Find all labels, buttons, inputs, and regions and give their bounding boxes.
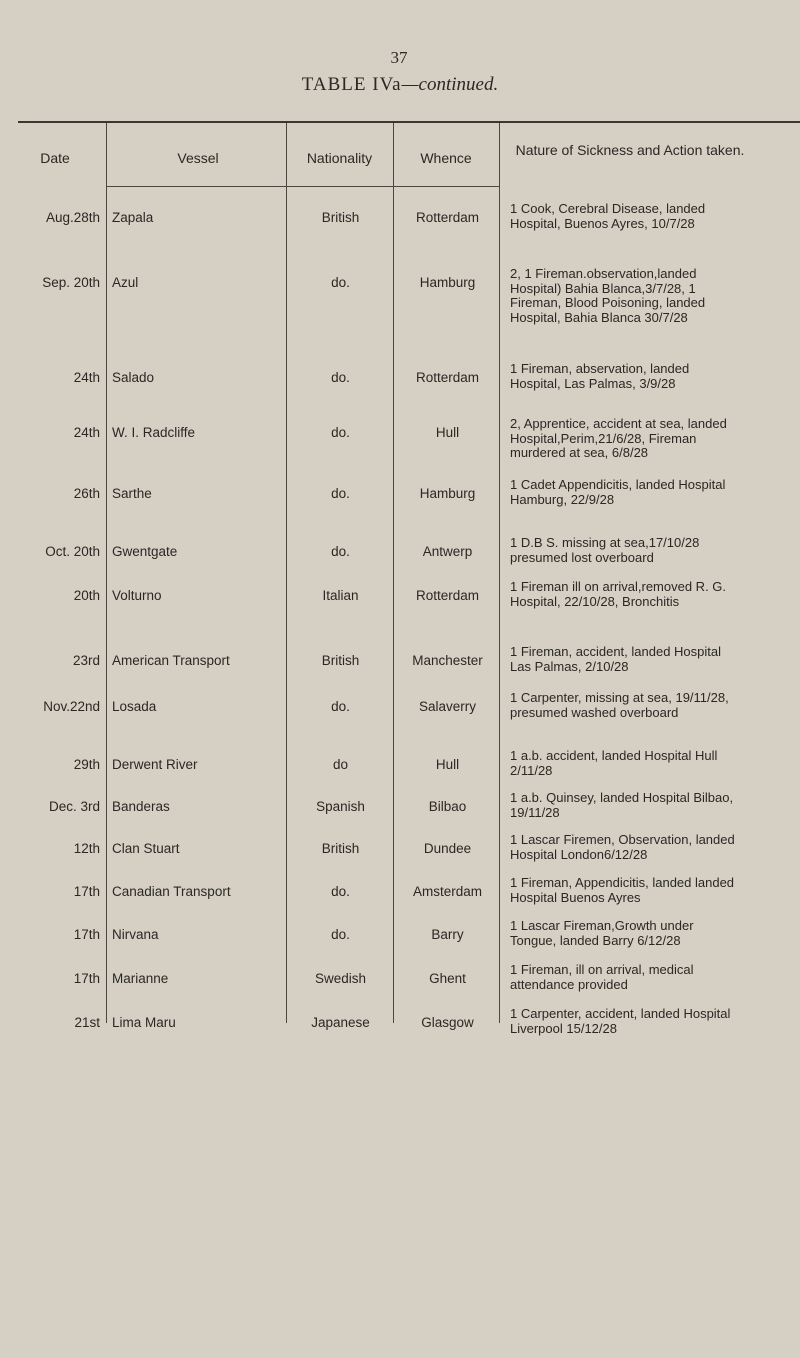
row-nationality: do.: [331, 486, 350, 501]
table-title-main: TABLE IVa: [301, 74, 402, 95]
row-date: Nov.22nd: [43, 699, 100, 714]
row-whence: Amsterdam: [412, 884, 483, 899]
page-number: 37: [390, 48, 408, 67]
row-date: 26th: [73, 486, 100, 501]
row-vessel: Gwentgate: [112, 544, 178, 559]
row-date: 24th: [73, 370, 100, 385]
row-date: Sep. 20th: [42, 275, 100, 290]
row-date: 17th: [73, 971, 100, 986]
row-nature: 2, Apprentice, accident at sea, landed Hospital,Perim,21/6/28, Fireman murdered at sea, 6/8/28: [510, 416, 727, 460]
row-nationality: do.: [331, 275, 350, 290]
row-nature: 1 a.b. accident, landed Hospital Hull 2/11/28: [510, 748, 718, 778]
row-date: 24th: [73, 425, 100, 440]
row-date: 29th: [73, 757, 100, 772]
row-whence: Rotterdam: [415, 588, 480, 603]
row-vessel: American Transport: [112, 653, 230, 668]
row-nature: 1 Fireman, ill on arrival, medical attendance provided: [510, 962, 694, 992]
row-nationality: do.: [331, 425, 350, 440]
table-title-continued: —continued.: [401, 74, 499, 95]
row-whence: Barry: [431, 927, 464, 942]
row-nationality: British: [321, 653, 360, 668]
row-nationality: Italian: [322, 588, 359, 603]
row-whence: Hull: [435, 425, 460, 440]
row-whence: Dundee: [423, 841, 472, 856]
row-vessel: Lima Maru: [112, 1015, 176, 1030]
row-whence: Hull: [435, 757, 460, 772]
column-divider: [393, 123, 394, 1023]
row-nature: 1 Fireman, accident, landed Hospital Las Palmas, 2/10/28: [510, 644, 722, 674]
row-vessel: Zapala: [112, 210, 154, 225]
row-vessel: Banderas: [112, 799, 170, 814]
row-vessel: Salado: [112, 370, 155, 385]
row-nationality: Japanese: [311, 1015, 370, 1030]
row-whence: Antwerp: [422, 544, 473, 559]
row-nationality: do.: [331, 370, 350, 385]
row-vessel: Canadian Transport: [112, 884, 231, 899]
row-whence: Hamburg: [419, 486, 476, 501]
row-nationality: British: [321, 210, 360, 225]
row-nature: 1 a.b. Quinsey, landed Hospital Bilbao, 19/11/28: [510, 790, 734, 820]
header-whence: Whence: [420, 150, 472, 166]
column-divider: [286, 123, 287, 1023]
column-divider: [106, 123, 107, 1023]
row-nature: 1 Cook, Cerebral Disease, landed Hospital, Buenos Ayres, 10/7/28: [510, 201, 706, 231]
row-whence: Rotterdam: [415, 370, 480, 385]
row-nature: 1 Lascar Firemen, Observation, landed Hospital London6/12/28: [510, 832, 735, 862]
row-whence: Manchester: [412, 653, 483, 668]
row-date: 17th: [73, 884, 100, 899]
table-title: [0, 74, 800, 96]
row-vessel: Sarthe: [112, 486, 152, 501]
header-vessel: Vessel: [177, 150, 219, 166]
row-nationality: Swedish: [314, 971, 367, 986]
row-nationality: Spanish: [316, 799, 365, 814]
header-nature: Nature of Sickness and Action taken.: [515, 142, 745, 158]
header-nationality: Nationality: [306, 150, 373, 166]
row-date: Aug.28th: [45, 210, 100, 225]
header-date: Date: [40, 150, 70, 166]
row-vessel: Clan Stuart: [112, 841, 180, 856]
row-nationality: British: [321, 841, 360, 856]
row-nature: 1 Fireman ill on arrival,removed R. G. Hospital, 22/10/28, Bronchitis: [510, 579, 727, 609]
row-nationality: do.: [331, 884, 350, 899]
row-vessel: Nirvana: [112, 927, 159, 942]
row-vessel: Marianne: [112, 971, 169, 986]
header-rule: [286, 186, 393, 187]
row-nationality: do: [332, 757, 349, 772]
row-date: 21st: [74, 1015, 100, 1030]
row-vessel: Losada: [112, 699, 157, 714]
row-nationality: do.: [331, 927, 350, 942]
row-nature: 1 Cadet Appendicitis, landed Hospital Hamburg, 22/9/28: [510, 477, 726, 507]
row-whence: Hamburg: [419, 275, 476, 290]
row-nationality: do.: [331, 544, 350, 559]
row-nature: 2, 1 Fireman.observation,landed Hospital) Bahia Blanca,3/7/28, 1 Fireman, Blood Poisoning, landed Hospital, Bahia Blanca 30/7/28: [510, 266, 706, 325]
row-date: 20th: [73, 588, 100, 603]
row-whence: Ghent: [429, 971, 466, 986]
row-nature: 1 Fireman, Appendicitis, landed landed Hospital Buenos Ayres: [510, 875, 735, 905]
row-vessel: W. I. Radcliffe: [112, 425, 196, 440]
row-vessel: Azul: [112, 275, 139, 290]
row-date: Dec. 3rd: [48, 799, 100, 814]
row-nature: 1 Carpenter, accident, landed Hospital Liverpool 15/12/28: [510, 1006, 731, 1036]
row-vessel: Derwent River: [112, 757, 198, 772]
header-rule: [106, 186, 286, 187]
row-nature: 1 Carpenter, missing at sea, 19/11/28, presumed washed overboard: [510, 690, 729, 720]
header-rule: [393, 186, 499, 187]
row-date: Oct. 20th: [45, 544, 100, 559]
row-date: 17th: [73, 927, 100, 942]
row-nationality: do.: [331, 699, 350, 714]
row-nature: 1 Fireman, abservation, landed Hospital, Las Palmas, 3/9/28: [510, 361, 690, 391]
row-whence: Glasgow: [421, 1015, 474, 1030]
row-vessel: Volturno: [112, 588, 162, 603]
row-nature: 1 D.B S. missing at sea,17/10/28 presumed lost overboard: [510, 535, 700, 565]
row-whence: Salaverry: [418, 699, 477, 714]
row-date: 12th: [73, 841, 100, 856]
row-whence: Rotterdam: [415, 210, 480, 225]
row-date: 23rd: [72, 653, 100, 668]
table-top-rule: [18, 121, 800, 123]
row-nature: 1 Lascar Fireman,Growth under Tongue, landed Barry 6/12/28: [510, 918, 694, 948]
row-whence: Bilbao: [428, 799, 467, 814]
